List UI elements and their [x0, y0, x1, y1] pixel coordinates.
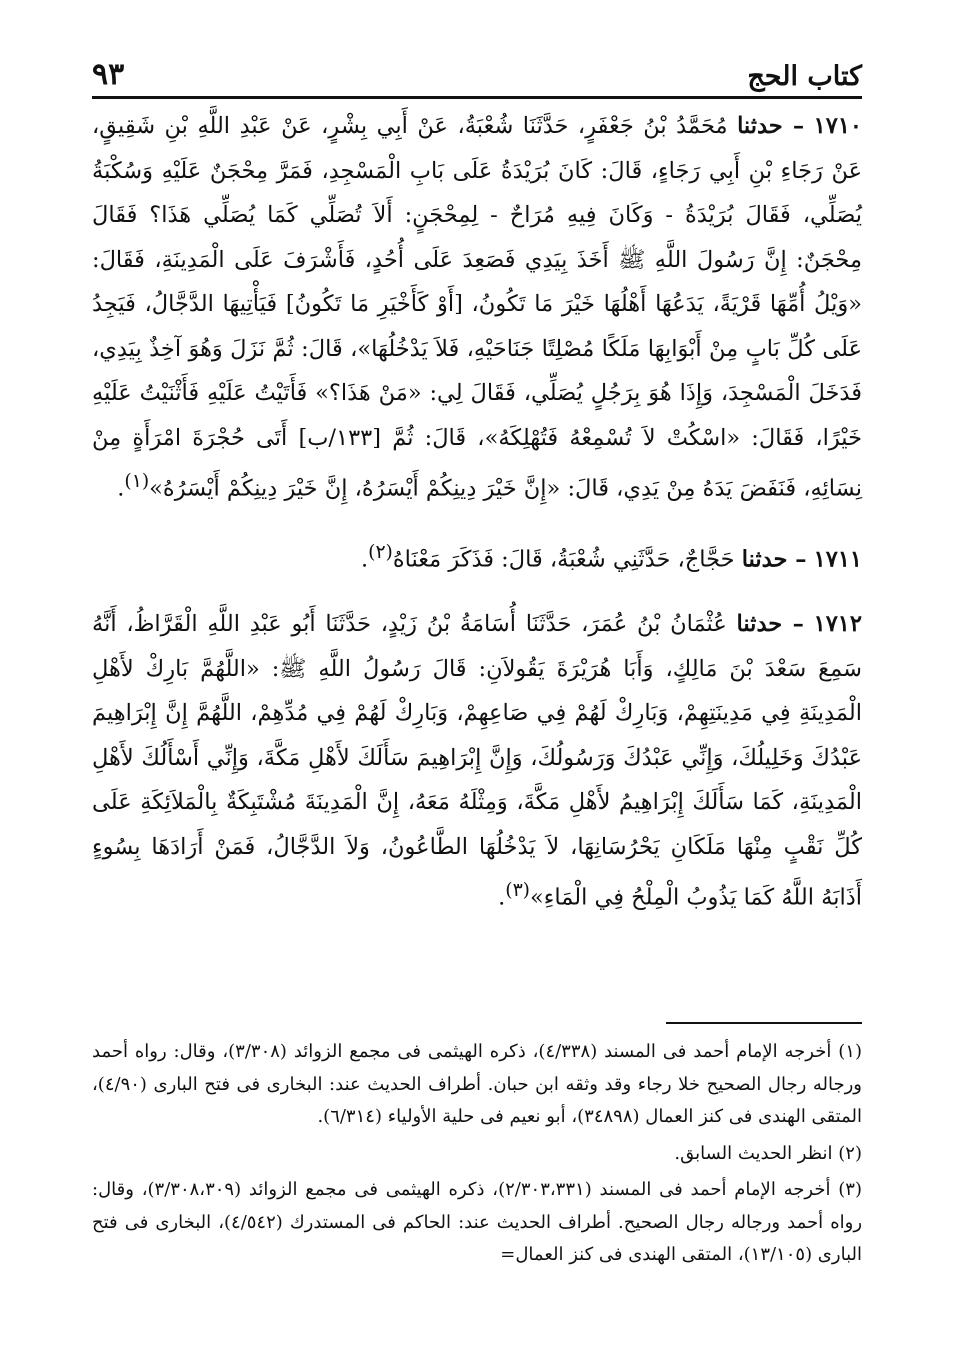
footnote-1 — [92, 1036, 862, 1134]
footnote-ref: (٢) — [368, 542, 393, 563]
hadith-lead: حدثنا — [737, 113, 783, 139]
hadith-1711: ١٧١١ – حدثنا حَجَّاجٌ، حَدَّثَنِي شُعْبَةُ، قَالَ: فَذَكَرَ مَعْنَاهُ$^{(٢)}$. — [360, 542, 862, 573]
hadith-number: ١٧١١ — [813, 546, 862, 573]
page-header — [92, 42, 862, 99]
footnote-ref: (٣) — [505, 880, 530, 901]
hadith-text: مُحَمَّدُ بْنُ جَعْفَرٍ، حَدَّثَنَا شُعْبَةُ، عَنْ أَبِي بِشْرٍ، عَنْ عَبْدِ اللَّهِ بْنِ شَقِيقٍ، عَنْ رَجَاءِ بْنِ أَبِي رَجَاءٍ، قَالَ: كَانَ بُرَيْدَةُ عَلَى بَابِ الْمَسْجِدِ، فَمَرَّ مِحْجَنٌ عَلَيْهِ وَسُكْبَةُ يُصَلِّي، فَقَالَ بُرَيْدَةُ - وَكَانَ فِيهِ مُرَاحٌ - لِمِحْجَنٍ: أَلاَ تُصَلِّي كَمَا يُصَلِّي هَذَا؟ فَقَالَ مِحْجَنٌ: إِنَّ رَسُولَ اللَّهِ ﷺ أَخَذَ بِيَدِي فَصَعِدَ عَلَى أُحُدٍ، فَأَشْرَفَ عَلَى الْمَدِينَةِ، فَقَالَ: «وَيْلُ أُمِّهَا قَرْيَةً، يَدَعُهَا أَهْلُهَا خَيْرَ مَا تَكُونُ، [أَوْ كَأَخْيَرِ مَا تَكُونُ] فَيَأْتِيهَا الدَّجَّالُ، فَيَجِدُ عَلَى كُلِّ بَابٍ مِنْ أَبْوَابِهَا مَلَكًا مُصْلِتًا جَنَاحَيْهِ، فَلاَ يَدْخُلُهَا»، قَالَ: ثُمَّ نَزَلَ وَهُوَ آخِذٌ بِيَدِي، فَدَخَلَ الْمَسْجِدَ، وَإِذَا هُوَ بِرَجُلٍ يُصَلِّي، فَقَالَ لِي: «مَنْ هَذَا؟» فَأَتَيْتُ عَلَيْهِ فَأَثْنَيْتُ عَلَيْهِ خَيْرًا، فَقَالَ: «اسْكُتْ لاَ تُسْمِعْهُ فَتُهْلِكَهُ»، قَالَ: ثُمَّ [١٣٣/ب] أَتَى حُجْرَةَ امْرَأَةٍ مِنْ نِسَائِهِ، فَنَفَضَ يَدَهُ مِنْ يَدِي، قَالَ: «إِنَّ خَيْرَ دِينِكُمْ أَيْسَرُهُ، إِنَّ خَيْرَ دِينِكُمْ أَيْسَرُهُ» — [92, 113, 862, 502]
footnote-text: أخرجه الإمام أحمد فى المسند (٤/٣٣٨)، ذكره الهيثمى فى مجمع الزوائد (٣/٣٠٨)، وقال: رواه أحمد ورجاله رجال الصحيح خلا رجاء وقد وثقه ابن حبان. أطراف الحديث عند: البخارى فى فتح البارى (٤/٩٠)، المتقى الهندى فى كنز العمال (٣٤٨٩٨)، أبو نعيم فى حلية الأولياء (٦/٣١٤). — [92, 1041, 862, 1127]
footnote-index: (١) — [838, 1041, 862, 1062]
hadith-number: ١٧١٠ — [813, 113, 862, 139]
footnote-3 — [92, 1174, 862, 1272]
hadith-text: حَجَّاجٌ، حَدَّثَنِي شُعْبَةُ، قَالَ: فَذَكَرَ مَعْنَاهُ — [392, 546, 735, 573]
footnote-text: انظر الحديث السابق. — [674, 1142, 833, 1164]
hadith-1710: ١٧١٠ – حدثنا مُحَمَّدُ بْنُ جَعْفَرٍ، حَدَّثَنَا شُعْبَةُ، عَنْ أَبِي بِشْرٍ، عَنْ عَبْدِ اللَّهِ بْنِ شَقِيقٍ، عَنْ رَجَاءِ بْنِ أَبِي رَجَاءٍ، قَالَ: كَانَ بُرَيْدَةُ عَلَى بَابِ الْمَسْجِدِ، فَمَرَّ مِحْجَنٌ عَلَيْهِ وَسُكْبَةُ يُصَلِّي، فَقَالَ بُرَيْدَةُ - وَكَانَ فِيهِ مُرَاحٌ - لِمِحْجَنٍ: أَلاَ تُصَلِّي كَمَا يُصَلِّي هَذَا؟ فَقَالَ مِحْجَنٌ: إِنَّ رَسُولَ اللَّهِ ﷺ أَخَذَ بِيَدِي فَصَعِدَ عَلَى أُحُدٍ، فَأَشْرَفَ عَلَى الْمَدِينَةِ، فَقَالَ: «وَيْلُ أُمِّهَا قَرْيَةً، يَدَعُهَا أَهْلُهَا خَيْرَ مَا تَكُونُ، [أَوْ كَأَخْيَرِ مَا تَكُونُ] فَيَأْتِيهَا الدَّجَّالُ، فَيَجِدُ عَلَى كُلِّ بَابٍ مِنْ أَبْوَابِهَا مَلَكًا مُصْلِتًا جَنَاحَيْهِ، فَلاَ يَدْخُلُهَا»، قَالَ: ثُمَّ نَزَلَ وَهُوَ آخِذٌ بِيَدِي، فَدَخَلَ الْمَسْجِدَ، وَإِذَا هُوَ بِرَجُلٍ يُصَلِّي، فَقَالَ لِي: «مَنْ هَذَا؟» فَأَتَيْتُ عَلَيْهِ فَأَثْنَيْتُ عَلَيْهِ خَيْرًا، فَقَالَ: «اسْكُتْ لاَ تُسْمِعْهُ فَتُهْلِكَهُ»، قَالَ: ثُمَّ [١٣٣/ب] أَتَى حُجْرَةَ امْرَأَةٍ مِنْ نِسَائِهِ، فَنَفَضَ يَدَهُ مِنْ يَدِي، قَالَ: «إِنَّ خَيْرَ دِينِكُمْ أَيْسَرُهُ، إِنَّ خَيْرَ دِينِكُمْ أَيْسَرُهُ»$^{(١)}$. — [92, 113, 862, 502]
footnotes — [92, 1036, 862, 1276]
book-title: كتاب الحج — [747, 61, 862, 92]
footnote-index: (٣) — [838, 1179, 862, 1200]
footnote-index: (٢) — [838, 1142, 862, 1164]
footnote-ref: (١) — [124, 471, 150, 492]
hadith-number: ١٧١٢ — [813, 611, 862, 637]
hadith-text: عُثْمَانُ بْنُ عُمَرَ، حَدَّثَنَا أُسَامَةُ بْنُ زَيْدٍ، حَدَّثَنَا أَبُو عَبْدِ اللَّهِ الْقَرَّاظُ، أَنَّهُ سَمِعَ سَعْدَ بْنَ مَالِكٍ، وَأَبَا هُرَيْرَةَ يَقُولاَنِ: قَالَ رَسُولُ اللَّهِ ﷺ: «اللَّهُمَّ بَارِكْ لأَهْلِ الْمَدِينَةِ فِي مَدِينَتِهِمْ، وَبَارِكْ لَهُمْ فِي صَاعِهِمْ، وَبَارِكْ لَهُمْ فِي مُدِّهِمْ، اللَّهُمَّ إِنَّ إِبْرَاهِيمَ عَبْدُكَ وَخَلِيلُكَ، وَإِنِّي عَبْدُكَ وَرَسُولُكَ، وَإِنَّ إِبْرَاهِيمَ سَأَلَكَ لأَهْلِ مَكَّةَ، وَإِنِّي أَسْأَلُكَ لأَهْلِ الْمَدِينَةِ، كَمَا سَأَلَكَ إِبْرَاهِيمُ لأَهْلِ مَكَّةَ، وَمِثْلَهُ مَعَهُ، إِنَّ الْمَدِينَةَ مُشْتَبِكَةٌ بِالْمَلاَئِكَةِ عَلَى كُلِّ نَقْبٍ مِنْهَا مَلَكَانِ يَحْرُسَانِهَا، لاَ يَدْخُلُهَا الطَّاعُونُ، وَلاَ الدَّجَّالُ، فَمَنْ أَرَادَهَا بِسُوءٍ أَذَابَهُ اللَّهُ كَمَا يَذُوبُ الْمِلْحُ فِي الْمَاءِ» — [92, 611, 862, 911]
footnote-2 — [92, 1138, 862, 1171]
main-text — [92, 104, 862, 940]
page-number: ٩٣ — [92, 57, 125, 92]
footnote-text: أخرجه الإمام أحمد فى المسند (٢/٣٠٣،٣٣١)، ذكره الهيثمى فى مجمع الزوائد (٣/٣٠٨،٣٠٩)، وقال: رواه أحمد ورجاله رجال الصحيح. أطراف الحديث عند: الحاكم فى المستدرك (٤/٥٤٢)، البخارى فى فتح البارى (١٣/١٠٥)، المتقى الهندى فى كنز العمال= — [92, 1179, 863, 1265]
footnote-separator — [666, 1022, 862, 1024]
hadith-1712: ١٧١٢ – حدثنا عُثْمَانُ بْنُ عُمَرَ، حَدَّثَنَا أُسَامَةُ بْنُ زَيْدٍ، حَدَّثَنَا أَبُو عَبْدِ اللَّهِ الْقَرَّاظُ، أَنَّهُ سَمِعَ سَعْدَ بْنَ مَالِكٍ، وَأَبَا هُرَيْرَةَ يَقُولاَنِ: قَالَ رَسُولُ اللَّهِ ﷺ: «اللَّهُمَّ بَارِكْ لأَهْلِ الْمَدِينَةِ فِي مَدِينَتِهِمْ، وَبَارِكْ لَهُمْ فِي صَاعِهِمْ، وَبَارِكْ لَهُمْ فِي مُدِّهِمْ، اللَّهُمَّ إِنَّ إِبْرَاهِيمَ عَبْدُكَ وَخَلِيلُكَ، وَإِنِّي عَبْدُكَ وَرَسُولُكَ، وَإِنَّ إِبْرَاهِيمَ سَأَلَكَ لأَهْلِ مَكَّةَ، وَإِنِّي أَسْأَلُكَ لأَهْلِ الْمَدِينَةِ، كَمَا سَأَلَكَ إِبْرَاهِيمُ لأَهْلِ مَكَّةَ، وَمِثْلَهُ مَعَهُ، إِنَّ الْمَدِينَةَ مُشْتَبِكَةٌ بِالْمَلاَئِكَةِ عَلَى كُلِّ نَقْبٍ مِنْهَا مَلَكَانِ يَحْرُسَانِهَا، لاَ يَدْخُلُهَا الطَّاعُونُ، وَلاَ الدَّجَّالُ، فَمَنْ أَرَادَهَا بِسُوءٍ أَذَابَهُ اللَّهُ كَمَا يَذُوبُ الْمِلْحُ فِي الْمَاءِ»$^{(٣)}$. — [92, 611, 862, 911]
hadith-lead: حدثنا — [741, 546, 788, 573]
hadith-lead: حدثنا — [736, 611, 783, 637]
